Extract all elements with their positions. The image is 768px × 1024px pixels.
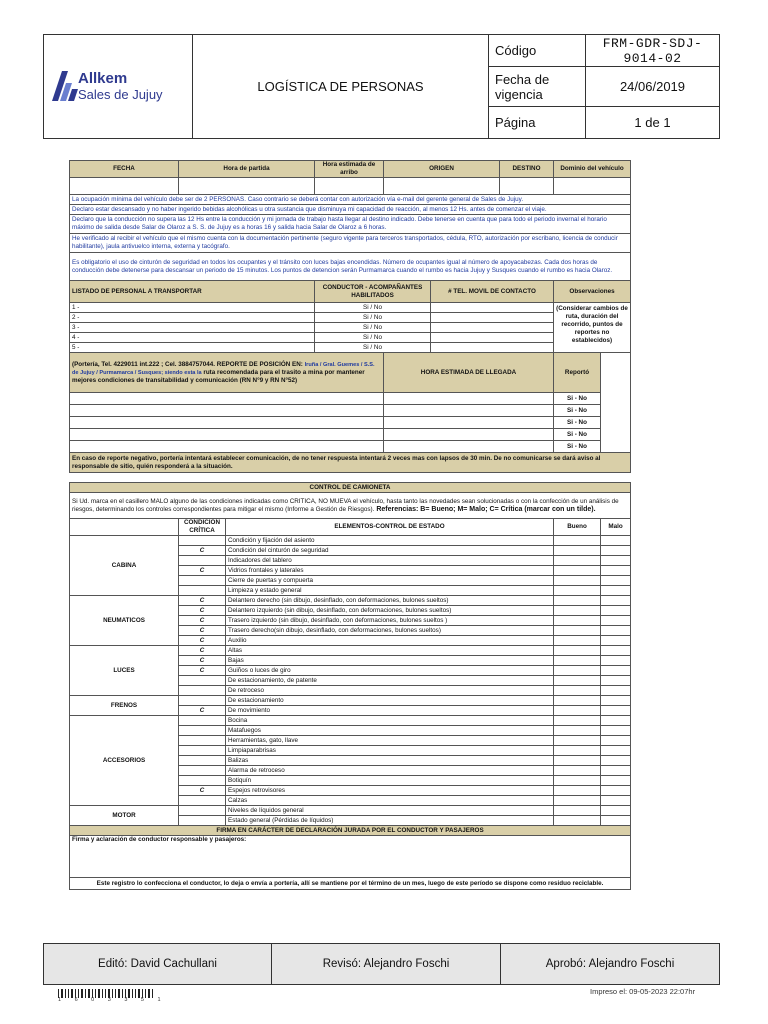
critical-flag: C — [179, 546, 226, 556]
malo-checkbox[interactable] — [601, 656, 631, 666]
control-references: Referencias: B= Bueno; M= Malo; C= Crítica (marcar con un tilde). — [374, 505, 596, 513]
personal-row — [70, 303, 631, 313]
reporto-toggle[interactable]: Si - No — [554, 405, 601, 417]
control-item-row — [70, 716, 631, 726]
malo-header: Malo — [601, 519, 631, 536]
fecha-field[interactable] — [70, 178, 179, 195]
malo-checkbox[interactable] — [601, 606, 631, 616]
logistics-form — [69, 160, 631, 890]
note-seatbelt-rest: Es obligatorio el uso de cinturón de seguridad en todos los ocupantes y el tránsito con luces bajas encendidas. Número de ocupantes igual al número de apoyacabezas. Cada dos horas de conducción debe detenerse para descansar un periodo de 15 minutos. Los puntos de detencion serán Purmamarca cuando el rumbo es hacia Jujuy y Susques cuando el rumbo es hacia Olaroz. — [70, 253, 631, 281]
control-item-row — [70, 596, 631, 606]
malo-checkbox[interactable] — [601, 586, 631, 596]
malo-checkbox[interactable] — [601, 796, 631, 806]
note-minimum-occupancy: La ocupación mínima del vehículo debe ser de 2 PERSONAS. Caso contrario se deberá contar con autorización vía e-mail del gerente general de Sales de Jujuy. — [70, 195, 631, 205]
bueno-checkbox[interactable] — [554, 736, 601, 746]
bueno-checkbox[interactable] — [554, 566, 601, 576]
habilitado-toggle[interactable]: Si / No — [315, 313, 431, 323]
malo-checkbox[interactable] — [601, 616, 631, 626]
control-group-cabina: CABINA — [70, 536, 179, 596]
control-element-label: Guiños o luces de giro — [226, 666, 554, 676]
report-point-field[interactable] — [70, 393, 384, 405]
reporto-toggle[interactable]: Si - No — [554, 393, 601, 405]
habilitado-toggle[interactable]: Si / No — [315, 343, 431, 353]
company-subname: Sales de Jujuy — [78, 87, 163, 102]
bueno-checkbox[interactable] — [554, 776, 601, 786]
bueno-checkbox[interactable] — [554, 756, 601, 766]
report-instructions — [70, 353, 384, 393]
bueno-checkbox[interactable] — [554, 666, 601, 676]
company-logo — [44, 35, 193, 139]
personal-number[interactable]: 1 - — [70, 303, 315, 313]
malo-checkbox[interactable] — [601, 666, 631, 676]
hora-arribo-field[interactable] — [315, 178, 384, 195]
control-element-label: Bocina — [226, 716, 554, 726]
critical-flag — [179, 766, 226, 776]
critical-flag: C — [179, 616, 226, 626]
retention-note: Este registro lo confecciona el conductor, lo deja o envía a portería, allí se mantiene por el término de un mes, luego de este período se dispone como residuo reciclable. — [70, 878, 631, 890]
control-group-accesorios: ACCESORIOS — [70, 716, 179, 806]
signature-label: Firma y aclaración de conductor responsable y pasajeros: — [72, 836, 247, 843]
personal-row — [70, 333, 631, 343]
tel-field[interactable] — [431, 313, 554, 323]
habilitado-toggle[interactable]: Si / No — [315, 333, 431, 343]
personal-number[interactable]: 4 - — [70, 333, 315, 343]
critical-flag: C — [179, 656, 226, 666]
report-row — [70, 441, 631, 453]
malo-checkbox[interactable] — [601, 716, 631, 726]
condicion-critica-header: CONDICIÓN CRÍTICA — [179, 519, 226, 536]
bueno-checkbox[interactable] — [554, 536, 601, 546]
elementos-header: ELEMENTOS-CONTROL DE ESTADO — [226, 519, 554, 536]
origen-header: ORIGEN — [384, 161, 500, 178]
bueno-checkbox[interactable] — [554, 576, 601, 586]
control-element-label: Delantero derecho (sin dibujo, desinflado, con deformaciones, bulones sueltos) — [226, 596, 554, 606]
control-group-header — [70, 519, 179, 536]
critical-flag — [179, 676, 226, 686]
hora-llegada-header: HORA ESTIMADA DE LLEGADA — [384, 353, 554, 393]
report-row — [70, 405, 631, 417]
document-title: LOGÍSTICA DE PERSONAS — [193, 35, 489, 139]
pagina-value: 1 de 1 — [586, 107, 720, 139]
trip-input-row — [70, 178, 631, 195]
critical-flag — [179, 576, 226, 586]
dominio-header: Dominio del vehículo — [554, 161, 631, 178]
bueno-checkbox[interactable] — [554, 766, 601, 776]
observaciones-header: Observaciones — [554, 281, 631, 303]
control-items — [70, 536, 631, 826]
personal-number[interactable]: 5 - — [70, 343, 315, 353]
malo-checkbox[interactable] — [601, 676, 631, 686]
bueno-checkbox[interactable] — [554, 816, 601, 826]
malo-checkbox[interactable] — [601, 556, 631, 566]
printed-timestamp: Impreso el: 09-05-2023 22:07hr — [590, 987, 696, 996]
bueno-checkbox[interactable] — [554, 786, 601, 796]
report-text-a: (Portería, Tel. 4229011 int.222 ; Cel. 3884757044. REPORTE DE POSICIÓN EN: — [72, 360, 305, 368]
report-text-c: ruta recomendada para el trasito a mina por mantener mejores condiciones de transitabilidad y comunicación (RN N°9 y RN N°52) — [72, 368, 365, 384]
personal-number[interactable]: 3 - — [70, 323, 315, 333]
malo-checkbox[interactable] — [601, 766, 631, 776]
tel-field[interactable] — [431, 343, 554, 353]
malo-checkbox[interactable] — [601, 576, 631, 586]
destino-header: DESTINO — [500, 161, 554, 178]
control-item-row — [70, 536, 631, 546]
note-driving-hours: Declaro que la conducción no supera las 12 Hs entre la conducción y mi jornada de trabajo hasta llegar al destino indicado. Debe tenerse en cuenta que para todo el periodo invernal el horario máximo de salida desde Salar de Olaroz a S. S. de Jujuy es a horas 16 y salida hacia Salar de Olaroz a 6 horas. — [70, 215, 631, 234]
critical-flag — [179, 746, 226, 756]
dominio-field[interactable] — [554, 178, 631, 195]
critical-flag: C — [179, 636, 226, 646]
barcode-digits: 1 6 0 3 3 5 1 — [58, 997, 167, 1003]
critical-flag — [179, 806, 226, 816]
personal-row — [70, 343, 631, 353]
control-element-label: De estacionamiento, de patente — [226, 676, 554, 686]
malo-checkbox[interactable] — [601, 756, 631, 766]
report-point-field[interactable] — [70, 441, 384, 453]
bueno-checkbox[interactable] — [554, 686, 601, 696]
malo-checkbox[interactable] — [601, 786, 631, 796]
pagina-label: Página — [489, 107, 586, 139]
approval-footer — [43, 943, 720, 985]
control-element-label: De retroceso — [226, 686, 554, 696]
bueno-checkbox[interactable] — [554, 716, 601, 726]
malo-checkbox[interactable] — [601, 636, 631, 646]
malo-checkbox[interactable] — [601, 646, 631, 656]
document-header — [43, 34, 720, 139]
bueno-checkbox[interactable] — [554, 746, 601, 756]
report-row — [70, 417, 631, 429]
critical-flag — [179, 796, 226, 806]
malo-checkbox[interactable] — [601, 726, 631, 736]
control-element-label: Indicadores del tablero — [226, 556, 554, 566]
hora-partida-header: Hora de partida — [179, 161, 315, 178]
tel-field[interactable] — [431, 303, 554, 313]
malo-checkbox[interactable] — [601, 596, 631, 606]
fecha-header: FECHA — [70, 161, 179, 178]
reporto-header: Reportó — [554, 353, 601, 393]
conductor-header: CONDUCTOR - ACOMPAÑANTES HABILITADOS — [315, 281, 431, 303]
control-element-label: Herramientas, gato, llave — [226, 736, 554, 746]
habilitado-toggle[interactable]: Si / No — [315, 323, 431, 333]
control-element-label: Condición y fijación del asiento — [226, 536, 554, 546]
control-element-label: Limpiaparabrisas — [226, 746, 554, 756]
personal-header-row — [70, 281, 631, 303]
malo-checkbox[interactable] — [601, 806, 631, 816]
critical-flag: C — [179, 626, 226, 636]
malo-checkbox[interactable] — [601, 626, 631, 636]
bueno-checkbox[interactable] — [554, 556, 601, 566]
malo-checkbox[interactable] — [601, 706, 631, 716]
tel-field[interactable] — [431, 333, 554, 343]
hora-partida-field[interactable] — [179, 178, 315, 195]
control-element-label: De estacionamiento — [226, 696, 554, 706]
note-documentation: He verificado al recibir el vehículo que el mismo cuenta con la documentación pertinente (seguro vigente para terceros transportados, cédula, RTO, autorización por escribano, licencia de conducir habilitante), jaula antivuelco interna, externa y tacógrafo. — [70, 234, 631, 253]
critical-flag — [179, 726, 226, 736]
signature-title: FIRMA EN CARÁCTER DE DECLARACIÓN JURADA POR EL CONDUCTOR Y PASAJEROS — [70, 826, 631, 836]
control-title: CONTROL DE CAMIONETA — [70, 483, 631, 493]
bueno-checkbox[interactable] — [554, 626, 601, 636]
malo-checkbox[interactable] — [601, 546, 631, 556]
control-element-label: Trasero derecho(sin dibujo, desinflado, con deformaciones, bulones sueltos) — [226, 626, 554, 636]
critical-flag — [179, 716, 226, 726]
observaciones-note: (Considerar cambios de ruta, duración del recorrido, puntos de reportes no establecidos) — [554, 303, 631, 353]
control-group-neumaticos: NEUMATICOS — [70, 596, 179, 646]
control-element-label: Niveles de líquidos general — [226, 806, 554, 816]
control-element-label: Delantero izquierdo (sin dibujo, desinflado, con deformaciones, bulones sueltos) — [226, 606, 554, 616]
control-element-label: Trasero izquierdo (sin dibujo, desinflado, con deformaciones, bulones sueltos ) — [226, 616, 554, 626]
spacer — [70, 473, 631, 483]
control-group-motor: MOTOR — [70, 806, 179, 826]
bueno-checkbox[interactable] — [554, 726, 601, 736]
control-element-label: Auxilio — [226, 636, 554, 646]
hora-llegada-field[interactable] — [384, 429, 554, 441]
control-element-label: De movimiento — [226, 706, 554, 716]
tel-field[interactable] — [431, 323, 554, 333]
hora-llegada-field[interactable] — [384, 441, 554, 453]
control-item-row — [70, 646, 631, 656]
edito-cell: Editó: David Cachullani — [44, 944, 272, 985]
note-rest-declaration: Declaro estar descansado y no haber ingerido bebidas alcohólicas u otra sustancia que disminuya mi capacidad de reacción, al menos 12 Hs. antes de comenzar el viaje. — [70, 205, 631, 215]
control-group-frenos: FRENOS — [70, 696, 179, 716]
critical-flag: C — [179, 646, 226, 656]
critical-flag — [179, 816, 226, 826]
control-element-label: Limpieza y estado general — [226, 586, 554, 596]
bueno-header: Bueno — [554, 519, 601, 536]
signature-field[interactable] — [70, 836, 631, 878]
control-header-row — [70, 519, 631, 536]
report-side-blank — [601, 353, 631, 453]
hora-llegada-field[interactable] — [384, 417, 554, 429]
bueno-checkbox[interactable] — [554, 696, 601, 706]
personal-list-header: LISTADO DE PERSONAL A TRANSPORTAR — [70, 281, 315, 303]
reporto-toggle[interactable]: Si - No — [554, 441, 601, 453]
negative-report-note: En caso de reporte negativo, portería intentará establecer comunicación, de no tener respuesta intentará 2 veces mas con lapsos de 30 min. De no comunicarse se dará aviso al responsable de sitio, quién responderá a la situación. — [70, 453, 631, 473]
hora-llegada-field[interactable] — [384, 405, 554, 417]
control-element-label: Cierre de puertas y compuerta — [226, 576, 554, 586]
malo-checkbox[interactable] — [601, 536, 631, 546]
critical-flag: C — [179, 666, 226, 676]
vigencia-label: Fecha de vigencia — [489, 67, 586, 107]
reporto-toggle[interactable]: Si - No — [554, 417, 601, 429]
bueno-checkbox[interactable] — [554, 606, 601, 616]
control-element-label: Balizas — [226, 756, 554, 766]
reviso-cell: Revisó: Alejandro Foschi — [272, 944, 501, 985]
personal-number[interactable]: 2 - — [70, 313, 315, 323]
bueno-checkbox[interactable] — [554, 806, 601, 816]
personal-row — [70, 313, 631, 323]
bueno-checkbox[interactable] — [554, 596, 601, 606]
bueno-checkbox[interactable] — [554, 546, 601, 556]
critical-flag: C — [179, 706, 226, 716]
report-row — [70, 393, 631, 405]
report-point-field[interactable] — [70, 417, 384, 429]
report-route-list: Iruña / Gral. Guemes / S.S. de Jujuy / Purmamarca / Susques; siendo esta la — [72, 361, 375, 376]
trip-header-row — [70, 161, 631, 178]
malo-checkbox[interactable] — [601, 816, 631, 826]
malo-checkbox[interactable] — [601, 686, 631, 696]
company-name: Allkem — [78, 70, 128, 87]
bueno-checkbox[interactable] — [554, 656, 601, 666]
control-element-label: Estado general (Pérdidas de líquidos) — [226, 816, 554, 826]
bueno-checkbox[interactable] — [554, 676, 601, 686]
destino-field[interactable] — [500, 178, 554, 195]
hora-llegada-field[interactable] — [384, 393, 554, 405]
control-element-label: Matafuegos — [226, 726, 554, 736]
critical-flag: C — [179, 566, 226, 576]
malo-checkbox[interactable] — [601, 566, 631, 576]
critical-flag: C — [179, 596, 226, 606]
bueno-checkbox[interactable] — [554, 706, 601, 716]
critical-flag — [179, 556, 226, 566]
aprobo-cell: Aprobó: Alejandro Foschi — [501, 944, 720, 985]
malo-checkbox[interactable] — [601, 696, 631, 706]
control-intro-text: Si Ud. marca en el casillero MALO alguno de las condiciones indicadas como CRITICA, NO MUEVA el vehículo, hasta tanto las novedades sean solucionadas o con la confección de un análisis de riesgos, determinando los controles correspondientes para mitigar el mismo (Informe a Gestión de Riesgos). — [72, 497, 619, 513]
control-intro — [70, 493, 631, 519]
malo-checkbox[interactable] — [601, 746, 631, 756]
critical-flag: C — [179, 786, 226, 796]
malo-checkbox[interactable] — [601, 776, 631, 786]
critical-flag — [179, 696, 226, 706]
control-group-luces: LUCES — [70, 646, 179, 696]
control-element-label: Vidrios frontales y laterales — [226, 566, 554, 576]
control-element-label: Calzas — [226, 796, 554, 806]
personal-row — [70, 323, 631, 333]
report-point-field[interactable] — [70, 429, 384, 441]
control-element-label: Alarma de retroceso — [226, 766, 554, 776]
origen-field[interactable] — [384, 178, 500, 195]
malo-checkbox[interactable] — [601, 736, 631, 746]
reporto-toggle[interactable]: Si - No — [554, 429, 601, 441]
allkem-logo-icon — [52, 71, 78, 101]
habilitado-toggle[interactable]: Si / No — [315, 303, 431, 313]
control-element-label: Condición del cinturón de seguridad — [226, 546, 554, 556]
report-header-row — [70, 353, 631, 393]
critical-flag — [179, 776, 226, 786]
control-element-label: Botiquín — [226, 776, 554, 786]
bueno-checkbox[interactable] — [554, 586, 601, 596]
bueno-checkbox[interactable] — [554, 796, 601, 806]
vigencia-value: 24/06/2019 — [586, 67, 720, 107]
critical-flag — [179, 536, 226, 546]
control-element-label: Espejos retrovisores — [226, 786, 554, 796]
hora-arribo-header: Hora estimada de arribo — [315, 161, 384, 178]
control-item-row — [70, 806, 631, 816]
critical-flag — [179, 736, 226, 746]
control-item-row — [70, 696, 631, 706]
bueno-checkbox[interactable] — [554, 646, 601, 656]
critical-flag — [179, 686, 226, 696]
codigo-label: Código — [489, 35, 586, 67]
control-element-label: Altas — [226, 646, 554, 656]
report-row — [70, 429, 631, 441]
report-point-field[interactable] — [70, 405, 384, 417]
critical-flag: C — [179, 606, 226, 616]
codigo-value: FRM-GDR-SDJ-9014-02 — [586, 35, 720, 67]
bueno-checkbox[interactable] — [554, 636, 601, 646]
critical-flag — [179, 756, 226, 766]
bueno-checkbox[interactable] — [554, 616, 601, 626]
control-element-label: Bajas — [226, 656, 554, 666]
tel-header: # TEL. MOVIL DE CONTACTO — [431, 281, 554, 303]
critical-flag — [179, 586, 226, 596]
